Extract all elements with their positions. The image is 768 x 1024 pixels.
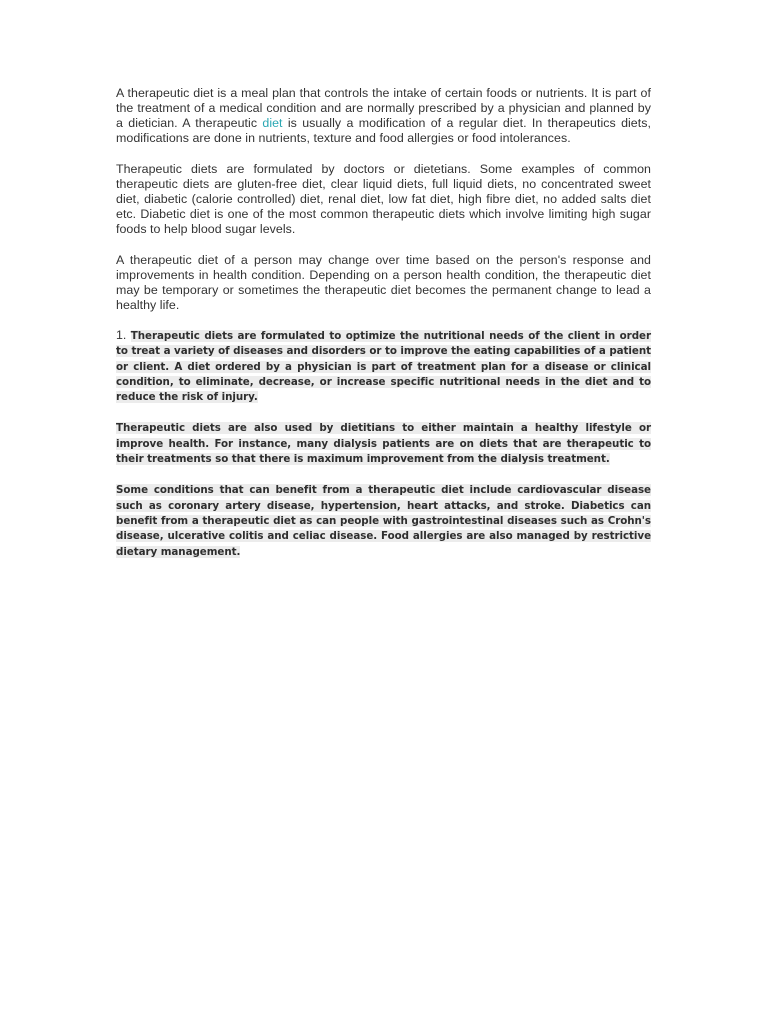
highlighted-text-optimize: Therapeutic diets are formulated to optimize the nutritional needs of the client in order to treat a variety of diseases and disorders or to improve the eating capabilities of a patient or client. A diet ordered by a physician is part of treatment plan for a disease or clinical condition, to eliminate, decrease, or increase specific nutritional needs in the diet and to reduce the risk of injury. xyxy=(116,330,651,404)
highlighted-paragraph-dietitians xyxy=(116,421,651,467)
list-number: 1. xyxy=(116,328,127,342)
diet-link[interactable]: diet xyxy=(262,116,283,130)
highlighted-paragraph-conditions xyxy=(116,483,651,559)
document-page xyxy=(116,86,651,560)
paragraph-intro-text-start: A therapeutic diet is a meal plan that controls the intake of certain foods or nutrients. It is part of the treatment of a medical condition and are normally prescribed by a physician and planned by a dietician. A therapeutic xyxy=(116,86,651,130)
paragraph-intro-text-end: is usually a modification of a regular diet. In therapeutics diets, modifications are done in nutrients, texture and food allergies or food intolerances. xyxy=(116,116,651,145)
highlighted-paragraph-optimize xyxy=(116,328,651,405)
highlighted-text-conditions: Some conditions that can benefit from a therapeutic diet include cardiovascular disease such as coronary artery disease, hypertension, heart attacks, and stroke. Diabetics can benefit from a therapeutic diet as can people with gastrointestinal diseases such as Crohn's disease, ulcerative colitis and celiac disease. Food allergies are also managed by restrictive dietary management. xyxy=(116,484,651,558)
paragraph-change-over-time: A therapeutic diet of a person may change over time based on the person's response and improvements in health condition. Depending on a person health condition, the therapeutic diet may be temporary or sometimes the therapeutic diet becomes the permanent change to lead a healthy life. xyxy=(116,253,651,312)
paragraph-intro xyxy=(116,86,651,146)
highlighted-text-dietitians: Therapeutic diets are also used by dietitians to either maintain a healthy lifestyle or improve health. For instance, many dialysis patients are on diets that are therapeutic to their treatments so that there is maximum improvement from the dialysis treatment. xyxy=(116,422,651,466)
paragraph-examples: Therapeutic diets are formulated by doctors or dietetians. Some examples of common therapeutic diets are gluten-free diet, clear liquid diets, full liquid diets, no concentrated sweet diet, diabetic (calorie controlled) diet, renal diet, low fat diet, high fibre diet, no added salts diet etc. Diabetic diet is one of the most common therapeutic diets which involve limiting high sugar foods to help blood sugar levels. xyxy=(116,162,651,236)
